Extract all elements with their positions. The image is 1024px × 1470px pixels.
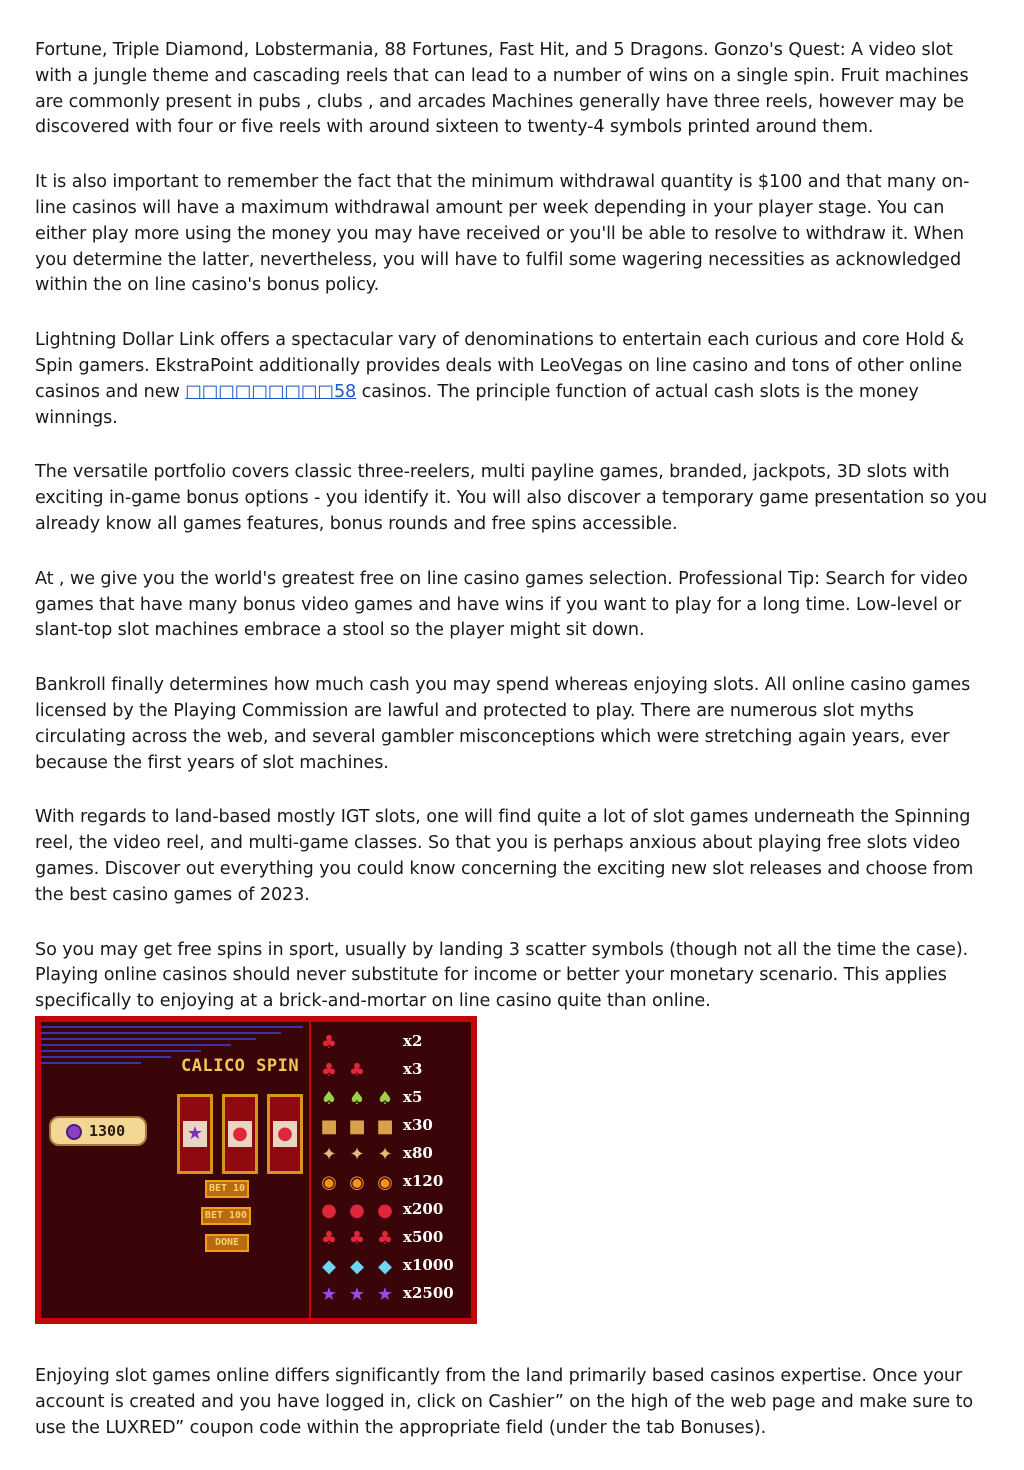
star-icon: ★ — [348, 1283, 366, 1305]
payout-multiplier: x80 — [403, 1143, 433, 1162]
bet-100-button: BET 100 — [201, 1207, 251, 1225]
paragraph: It is also important to remember the fact that the minimum withdrawal quantity is $100 and that many on-line casinos will have a maximum withdrawal amount per week depending in your player stage. You can either play more using the money you may have received or you'll be able to resolve to withdraw it. When you determine the latter, nevertheless, you will have to fulfil some wagering necessities as acknowledged within the on line casino's bonus policy. — [35, 172, 970, 296]
fish-bone-icon: ✦ — [349, 1143, 365, 1165]
payout-multiplier: x120 — [403, 1171, 444, 1190]
decorative-stripe — [41, 1050, 201, 1052]
radish-icon: ♠ — [348, 1087, 366, 1109]
cherry-icon: ♣ — [376, 1227, 394, 1249]
decorative-stripe — [41, 1056, 171, 1058]
paragraph: With regards to land-based mostly IGT slots, one will find quite a lot of slot games underneath the Spinning reel, the video reel, and multi-game classes. So that you is perhaps anxious about playing free slots video games. Discover out everything you could know concerning the exciting new slot releases and choose from the best casino games of 2023. — [35, 807, 974, 905]
payout-multiplier: x30 — [403, 1115, 433, 1134]
paragraph: The versatile portfolio covers classic three-reelers, multi payline games, branded, jackpots, 3D slots with exciting in-game bonus options - you identify it. You will also discover a temporary game presentation so you already know all games features, bonus rounds and free spins accessible. — [35, 462, 987, 534]
peach-icon: ● — [277, 1122, 293, 1144]
cherry-icon: ♣ — [320, 1031, 338, 1053]
payout-multiplier: x2500 — [403, 1283, 454, 1302]
payout-multiplier: x200 — [403, 1199, 444, 1218]
paragraph: Fortune, Triple Diamond, Lobstermania, 88 Fortunes, Fast Hit, and 5 Dragons. Gonzo's Quest: A video slot with a jungle theme and cascading reels that can lead to a number of wins on a single spin. Fruit machines are commonly present in pubs , clubs , and arcades Machines generally have three reels, however may be discovered with four or five reels with around sixteen to twenty-4 symbols printed around them. — [35, 40, 969, 138]
paytable-row — [317, 1254, 477, 1281]
article-body — [35, 38, 995, 1470]
cherry-icon: ♣ — [320, 1059, 338, 1081]
star-icon: ★ — [320, 1283, 338, 1305]
decorative-stripe — [41, 1032, 281, 1034]
reel-window — [183, 1121, 207, 1147]
diamond-icon: ◆ — [322, 1255, 336, 1277]
radish-icon: ♠ — [376, 1087, 394, 1109]
paytable-row — [317, 1198, 477, 1225]
decorative-stripe — [41, 1038, 256, 1040]
paytable-row — [317, 1226, 477, 1253]
slot-panel — [41, 1022, 471, 1318]
slot-title: CALICO SPIN — [181, 1055, 300, 1076]
payout-multiplier: x3 — [403, 1059, 423, 1078]
fish-bone-icon: ✦ — [321, 1143, 337, 1165]
payout-multiplier: x1000 — [403, 1255, 454, 1274]
sack-icon: ■ — [376, 1115, 394, 1137]
radish-icon: ♠ — [320, 1087, 338, 1109]
paytable-row — [317, 1114, 477, 1141]
payout-multiplier: x5 — [403, 1087, 423, 1106]
paragraph: So you may get free spins in sport, usually by landing 3 scatter symbols (though not all the time the case). Playing online casinos should never substitute for income or better your monetary scenario. This applies specifically to enjoying at a brick-and-mortar on line casino quite than online. — [35, 939, 969, 1012]
bet-10-button: BET 10 — [205, 1180, 249, 1198]
paytable-row — [317, 1142, 477, 1169]
diamond-icon: ◆ — [350, 1255, 364, 1277]
shell-icon: ◉ — [321, 1171, 337, 1193]
star-icon: ★ — [186, 1122, 204, 1144]
paragraph: At , we give you the world's greatest free on line casino games selection. Professional Tip: Search for video games that have many bonus video games and have wins if you want to play for a long time. Low-level or slant-top slot machines embrace a stool so the player might sit down. — [35, 568, 968, 641]
coin-icon — [66, 1124, 82, 1140]
payout-multiplier: x2 — [403, 1031, 423, 1050]
reel — [267, 1094, 303, 1174]
balance-value: 1300 — [89, 1121, 126, 1140]
shell-icon: ◉ — [377, 1171, 393, 1193]
peach-icon: ● — [377, 1199, 393, 1221]
reel-window — [273, 1121, 297, 1147]
peach-icon: ● — [321, 1199, 337, 1221]
reel — [177, 1094, 213, 1174]
paragraph: Bankroll finally determines how much cash you may spend whereas enjoying slots. All online casino games licensed by the Playing Commission are lawful and protected to play. There are numerous slot myths circulating across the web, and several gambler misconceptions which were stretching again years, ever because the first years of slot machines. — [35, 675, 971, 773]
paragraph-text: Lightning Dollar Link offers a spectacular vary of denominations to entertain each curious and core Hold & Spin gamers. EkstraPoint additionally provides deals with LeoVegas on line casino and tons of other online casinos and new — [35, 330, 964, 402]
paragraph: Enjoying slot games online differs significantly from the land primarily based casinos expertise. Once your account is created and you have logged in, click on Cashier” on the high of the web page and make sure to use the LUXRED” coupon code within the appropriate field (under the tab Bonuses). — [35, 1365, 974, 1438]
reel — [222, 1094, 258, 1174]
fish-bone-icon: ✦ — [377, 1143, 393, 1165]
star-icon: ★ — [376, 1283, 394, 1305]
paytable-row — [317, 1058, 477, 1085]
paragraph-text: casinos. The principle function of actual cash slots is the money winnings. — [35, 381, 919, 428]
sack-icon: ■ — [348, 1115, 366, 1137]
sack-icon: ■ — [320, 1115, 338, 1137]
done-button: DONE — [205, 1234, 249, 1252]
shell-icon: ◉ — [349, 1171, 365, 1193]
paytable-row — [317, 1282, 477, 1309]
paytable-row — [317, 1030, 477, 1057]
balance-scroll — [49, 1116, 147, 1146]
decorative-stripe — [41, 1044, 231, 1046]
slot-machine-image — [35, 1016, 477, 1324]
peach-icon: ● — [232, 1122, 248, 1144]
cherry-icon: ♣ — [348, 1059, 366, 1081]
cherry-icon: ♣ — [348, 1227, 366, 1249]
reel-window — [228, 1121, 252, 1147]
paytable-row — [317, 1086, 477, 1113]
payout-multiplier: x500 — [403, 1227, 444, 1246]
paytable-row — [317, 1170, 477, 1197]
paragraph-with-link — [35, 328, 995, 431]
decorative-stripe — [41, 1026, 303, 1028]
decorative-stripe — [41, 1062, 141, 1064]
casino-link[interactable]: □□□□□□□□□58 — [185, 381, 357, 402]
cherry-icon: ♣ — [320, 1227, 338, 1249]
peach-icon: ● — [349, 1199, 365, 1221]
diamond-icon: ◆ — [378, 1255, 392, 1277]
slot-reels-panel — [41, 1022, 311, 1318]
